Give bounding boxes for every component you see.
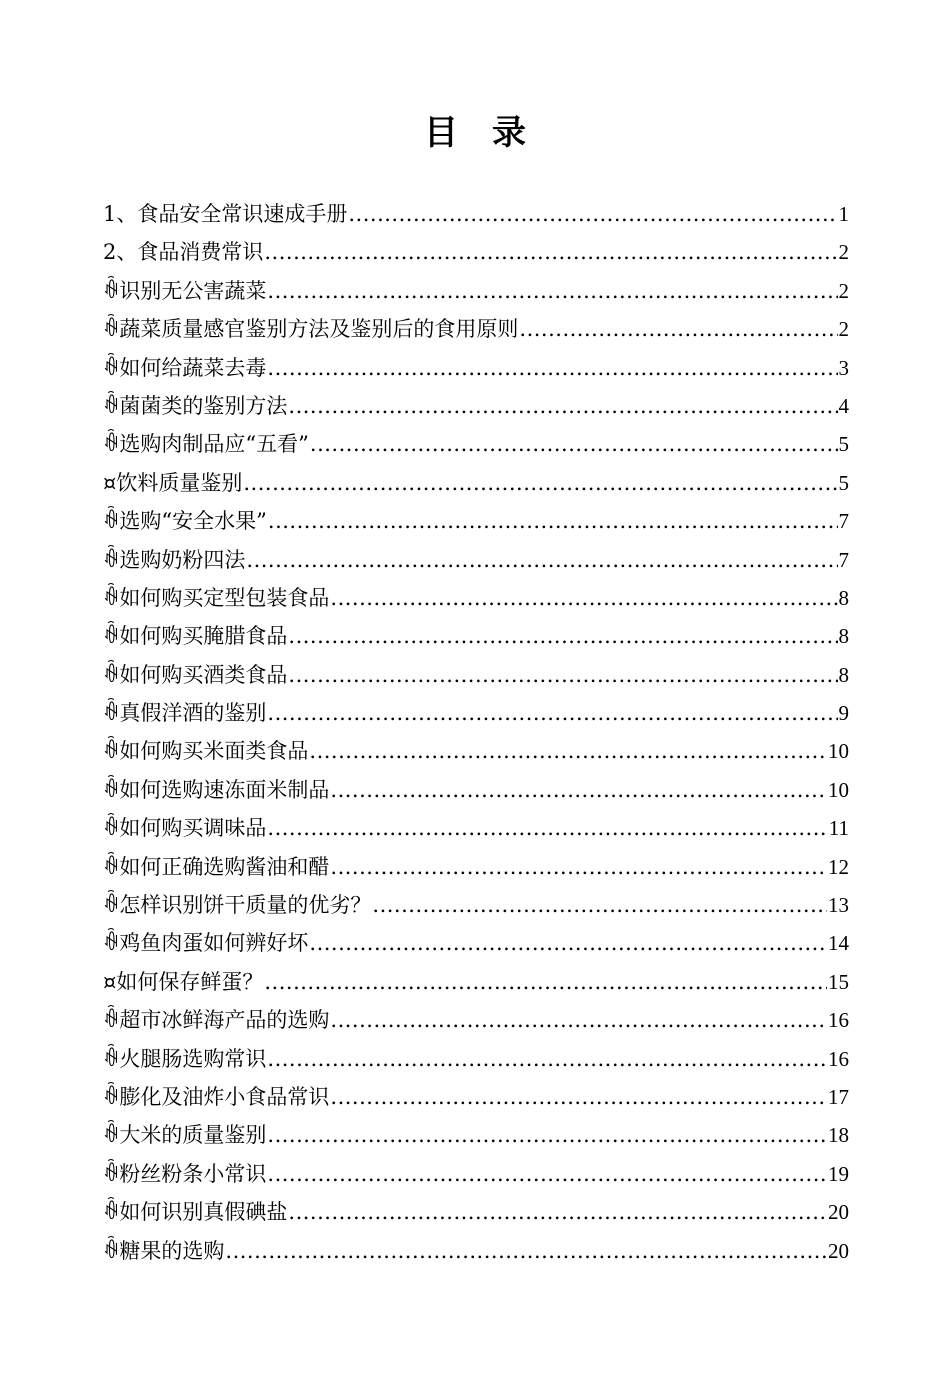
- page-title: 目 录: [424, 113, 526, 153]
- dot-leader: [309, 924, 827, 962]
- toc-page-number: 9: [838, 701, 849, 726]
- toc-page-number: 16: [828, 1046, 849, 1071]
- toc-entry-text: ¤饮料质量鉴别: [103, 470, 243, 495]
- toc-entry[interactable]: [103, 233, 849, 271]
- toc-entry-text: ꊾ大米的质量鉴别: [103, 1123, 267, 1148]
- toc-entry-text: ꊾ鸡鱼肉蛋如何辨好坏: [103, 931, 309, 956]
- toc-entry-text: ꊾ如何购买米面类食品: [103, 739, 309, 764]
- toc-page-number: 2: [838, 278, 849, 303]
- toc-page-number: 10: [828, 777, 849, 802]
- toc-entry[interactable]: [103, 195, 849, 233]
- toc-entry-text: ꊾ如何购买酒类食品: [103, 662, 288, 687]
- toc-entry-text: ꊾ粉丝粉条小常识: [103, 1161, 267, 1186]
- toc-entry[interactable]: [103, 963, 849, 1001]
- toc-entry[interactable]: [103, 425, 849, 463]
- toc-page-number: 14: [828, 931, 849, 956]
- toc-page-number: 5: [838, 432, 849, 457]
- toc-entry[interactable]: [103, 1040, 849, 1078]
- toc-entry-text: ꊾ选购“安全水果”: [103, 509, 267, 534]
- toc-page-number: 2: [838, 240, 849, 265]
- toc-entry-text: ꊾ如何购买调味品: [103, 816, 267, 841]
- dot-leader: [330, 579, 837, 617]
- toc-entry-text: ꊾ火腿肠选购常识: [103, 1046, 267, 1071]
- toc-page-number: 13: [828, 893, 849, 918]
- toc-entry[interactable]: [103, 848, 849, 886]
- toc-page-number: 3: [838, 355, 849, 380]
- toc-entry-text: 1、食品安全常识速成手册: [103, 202, 348, 226]
- toc-entry[interactable]: [103, 809, 849, 847]
- toc-entry-text: ꊾ如何正确选购酱油和醋: [103, 854, 330, 879]
- toc-entry-text: ꊾ如何购买定型包装食品: [103, 585, 330, 610]
- toc-page-number: 12: [828, 854, 849, 879]
- toc-page-number: 18: [828, 1123, 849, 1148]
- toc-page-number: 15: [828, 969, 849, 994]
- dot-leader: [348, 195, 837, 233]
- toc-page-number: 16: [828, 1008, 849, 1033]
- toc-entry[interactable]: [103, 1116, 849, 1154]
- dot-leader: [267, 349, 837, 387]
- toc-page-number: 7: [838, 547, 849, 572]
- toc-page-number: 1: [838, 202, 849, 226]
- toc-entry[interactable]: [103, 886, 849, 924]
- toc-entry-text: ꊾ菌菌类的鉴别方法: [103, 393, 288, 418]
- toc-page-number: 5: [838, 470, 849, 495]
- toc-page-number: 20: [828, 1238, 849, 1263]
- toc-entry[interactable]: [103, 502, 849, 540]
- dot-leader: [267, 1116, 827, 1154]
- dot-leader: [267, 809, 827, 847]
- toc-page-number: 8: [838, 662, 849, 687]
- dot-leader: [264, 963, 827, 1001]
- toc-entry[interactable]: [103, 656, 849, 694]
- toc-entry-text: ꊾ怎样识别饼干质量的优劣？: [103, 893, 372, 918]
- toc-entry-text: ꊾ超市冰鲜海产品的选购: [103, 1008, 330, 1033]
- dot-leader: [310, 425, 838, 463]
- toc-entry[interactable]: [103, 464, 849, 502]
- toc-entry-text: ꊾ选购肉制品应“五看”: [103, 432, 309, 457]
- dot-leader: [225, 1232, 827, 1270]
- toc-page-number: 2: [838, 317, 849, 342]
- dot-leader: [267, 272, 837, 310]
- dot-leader: [288, 1193, 827, 1231]
- dot-leader: [372, 886, 827, 924]
- toc-entry-text: ꊾ蔬菜质量感官鉴别方法及鉴别后的食用原则: [103, 317, 519, 342]
- toc-page-number: 8: [838, 585, 849, 610]
- toc-entry[interactable]: [103, 1001, 849, 1039]
- toc-entry-text: ꊾ如何识别真假碘盐: [103, 1200, 288, 1225]
- dot-leader: [268, 502, 838, 540]
- dot-leader: [519, 310, 837, 348]
- toc-entry-text: ꊾ识别无公害蔬菜: [103, 278, 267, 303]
- toc-entry[interactable]: [103, 1155, 849, 1193]
- table-of-contents: [103, 195, 849, 1270]
- dot-leader: [330, 771, 827, 809]
- toc-entry[interactable]: [103, 1232, 849, 1270]
- toc-entry-text: ꊾ如何给蔬菜去毒: [103, 355, 267, 380]
- toc-entry[interactable]: [103, 617, 849, 655]
- toc-page-number: 11: [828, 816, 849, 841]
- toc-entry-text: 2、食品消费常识: [103, 240, 264, 265]
- toc-entry[interactable]: [103, 349, 849, 387]
- toc-entry-text: ꊾ如何购买腌腊食品: [103, 624, 288, 649]
- toc-entry[interactable]: [103, 694, 849, 732]
- dot-leader: [264, 233, 837, 271]
- dot-leader: [246, 541, 837, 579]
- toc-entry-text: ꊾ糖果的选购: [103, 1238, 225, 1263]
- toc-page-number: 8: [838, 624, 849, 649]
- dot-leader: [309, 732, 827, 770]
- dot-leader: [243, 464, 837, 502]
- dot-leader: [330, 1078, 827, 1116]
- dot-leader: [330, 1001, 827, 1039]
- toc-entry[interactable]: [103, 387, 849, 425]
- toc-entry[interactable]: [103, 1078, 849, 1116]
- toc-entry-text: ꊾ选购奶粉四法: [103, 547, 246, 572]
- toc-entry-text: ¤如何保存鲜蛋？: [103, 969, 264, 994]
- toc-entry-text: ꊾ如何选购速冻面米制品: [103, 777, 330, 802]
- toc-page-number: 17: [828, 1084, 849, 1109]
- toc-page-number: 20: [828, 1200, 849, 1225]
- toc-entry[interactable]: [103, 732, 849, 770]
- toc-entry[interactable]: [103, 579, 849, 617]
- toc-entry-text: ꊾ膨化及油炸小食品常识: [103, 1084, 330, 1109]
- toc-entry[interactable]: [103, 1193, 849, 1231]
- toc-entry[interactable]: [103, 771, 849, 809]
- dot-leader: [288, 387, 837, 425]
- toc-page-number: 19: [828, 1161, 849, 1186]
- dot-leader: [267, 1040, 827, 1078]
- toc-page-number: 10: [828, 739, 849, 764]
- toc-entry[interactable]: [103, 272, 849, 310]
- toc-entry[interactable]: [103, 310, 849, 348]
- toc-entry-text: ꊾ真假洋酒的鉴别: [103, 701, 267, 726]
- toc-page-number: 4: [838, 393, 849, 418]
- toc-entry[interactable]: [103, 924, 849, 962]
- dot-leader: [288, 617, 837, 655]
- dot-leader: [267, 1155, 827, 1193]
- toc-page-number: 7: [838, 509, 849, 534]
- dot-leader: [288, 656, 837, 694]
- dot-leader: [330, 848, 827, 886]
- toc-entry[interactable]: [103, 541, 849, 579]
- dot-leader: [267, 694, 837, 732]
